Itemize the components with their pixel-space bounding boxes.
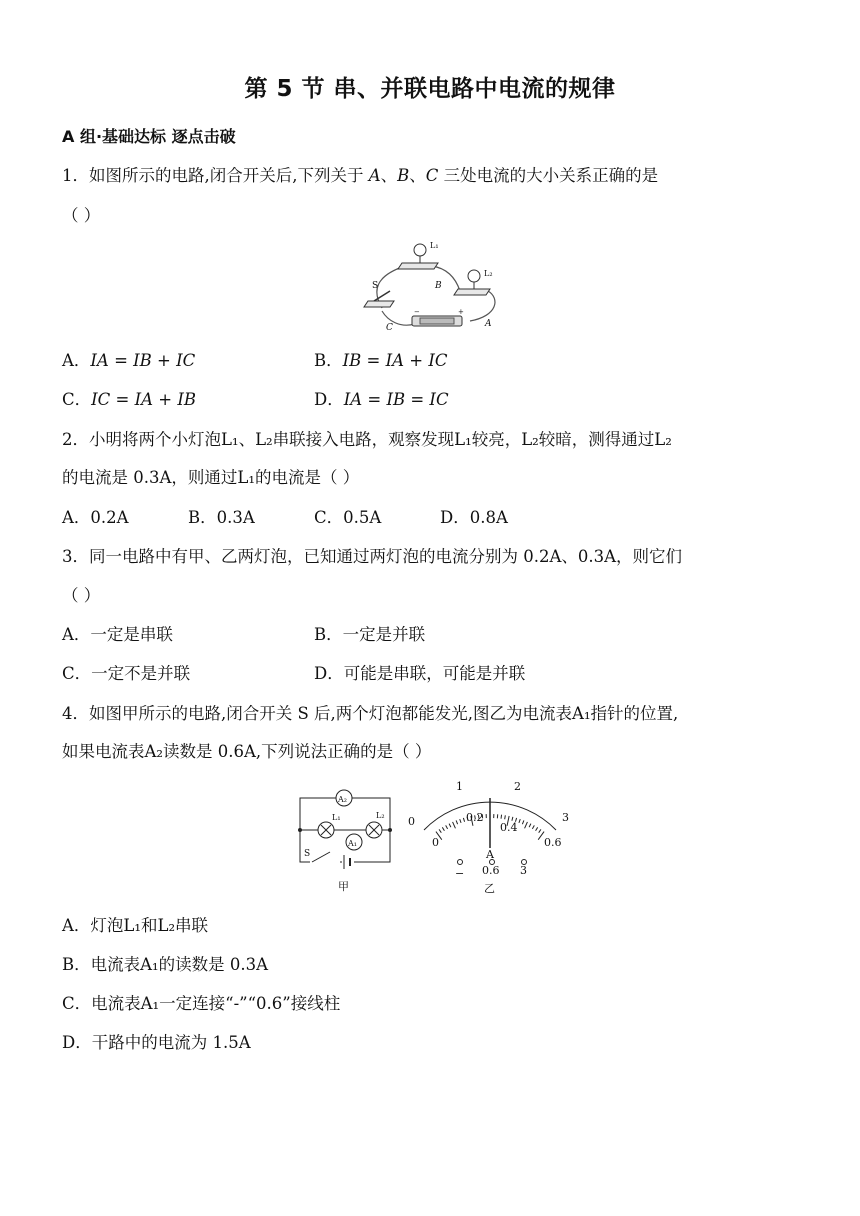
svg-text:−: − bbox=[414, 308, 420, 316]
q2-option-c: C．0.5A bbox=[314, 508, 382, 527]
scale-tick bbox=[442, 827, 444, 830]
scale-tick bbox=[456, 820, 457, 824]
q1-option-c: C．𝐼𝐶 = 𝐼𝐴 + 𝐼𝐵 bbox=[62, 390, 196, 409]
q1-option-d: D．𝐼𝐴 = 𝐼𝐵 = 𝐼𝐶 bbox=[314, 390, 449, 409]
q4-option-a: A．灯泡L₁和L₂串联 bbox=[62, 916, 209, 935]
scale-tick bbox=[449, 824, 451, 828]
q3-option-b: B．一定是并联 bbox=[314, 625, 426, 644]
q1-option-a: A．𝐼𝐴 = 𝐼𝐵 + 𝐼𝐶 bbox=[62, 351, 196, 370]
q2-option-a: A．0.2A bbox=[62, 508, 129, 527]
scale-top-1: 1 bbox=[456, 780, 463, 793]
scale-tick bbox=[536, 827, 538, 830]
scale-tick bbox=[505, 815, 506, 819]
scale-bottom-3: 0.6 bbox=[544, 836, 562, 849]
ammeter-unit: A bbox=[486, 848, 494, 861]
q3-line1: 3．同一电路中有甲、乙两灯泡，已知通过两灯泡的电流分别为 0.2A、0.3A，则它们 bbox=[62, 547, 683, 566]
scale-tick bbox=[529, 824, 531, 828]
q4-option-d: D．干路中的电流为 1.5A bbox=[62, 1033, 251, 1052]
q1-label-c: C bbox=[386, 323, 393, 333]
q4-label-jia: 甲 bbox=[338, 880, 349, 893]
q4-label-a1: A₁ bbox=[348, 839, 357, 848]
q1-label-a: A bbox=[485, 319, 492, 329]
q1-circuit-figure bbox=[360, 236, 510, 336]
q3-paren: （ ） bbox=[62, 586, 101, 605]
q1-stem: 1．如图所示的电路,闭合开关后,下列关于 𝐴、𝐵、𝐶 三处电流的大小关系正确的是 bbox=[62, 166, 659, 185]
q4-option-c: C．电流表A₁一定连接“-”“0.6”接线柱 bbox=[62, 994, 341, 1013]
q4-label-l2: L₂ bbox=[376, 811, 385, 820]
scale-tick bbox=[522, 820, 523, 824]
q1-option-b: B．𝐼𝐵 = 𝐼𝐴 + 𝐼𝐶 bbox=[314, 351, 448, 370]
scale-tick bbox=[446, 825, 448, 829]
group-header: A 组·基础达标 逐点击破 bbox=[62, 127, 236, 146]
q3-option-a: A．一定是串联 bbox=[62, 625, 173, 644]
scale-tick bbox=[519, 819, 520, 823]
q3-option-c: C．一定不是并联 bbox=[62, 664, 191, 683]
scale-bottom-2: 0.4 bbox=[500, 821, 518, 834]
q2-option-b: B．0.3A bbox=[188, 508, 255, 527]
q4-ammeter-figure-yi bbox=[404, 776, 580, 900]
scale-tick bbox=[525, 822, 528, 828]
scale-tick bbox=[463, 818, 464, 822]
q3-option-d: D．可能是串联，可能是并联 bbox=[314, 664, 526, 683]
terminal-3: 3 bbox=[520, 864, 527, 877]
scale-top-0: 0 bbox=[408, 815, 415, 828]
scale-tick bbox=[453, 822, 456, 828]
q2-line1: 2．小明将两个小灯泡L₁、L₂串联接入电路，观察发现L₁较亮，L₂较暗，测得通过L₂ bbox=[62, 430, 672, 449]
terminal-neg: − bbox=[455, 867, 465, 880]
q4-label-s: S bbox=[304, 849, 311, 859]
q1-label-l2: L₂ bbox=[484, 269, 493, 278]
q4-circuit-figure-jia bbox=[292, 788, 402, 900]
q4-option-b: B．电流表A₁的读数是 0.3A bbox=[62, 955, 269, 974]
q4-label-l1: L₁ bbox=[332, 813, 341, 822]
scale-top-2: 2 bbox=[514, 780, 521, 793]
q1-label-b: B bbox=[435, 281, 442, 291]
terminal-0-6: 0.6 bbox=[482, 864, 500, 877]
scale-tick bbox=[539, 829, 541, 832]
svg-text:+: + bbox=[458, 308, 464, 316]
scale-bottom-1: 0.2 bbox=[466, 811, 484, 824]
scale-top-3: 3 bbox=[562, 811, 569, 824]
page-title: 第 5 节 串、并联电路中电流的规律 bbox=[244, 76, 616, 102]
q4-label-yi: 乙 bbox=[484, 882, 495, 895]
q4-line2: 如果电流表A₂读数是 0.6A,下列说法正确的是（ ） bbox=[62, 742, 432, 761]
q1-label-l1: L₁ bbox=[430, 241, 439, 250]
scale-tick bbox=[501, 815, 502, 819]
q2-line2: 的电流是 0.3A，则通过L₁的电流是（ ） bbox=[62, 468, 360, 487]
scale-bottom-0: 0 bbox=[432, 836, 439, 849]
scale-tick bbox=[460, 819, 461, 823]
scale-tick bbox=[439, 829, 441, 832]
scale-tick bbox=[532, 825, 534, 829]
q4-label-a2: A₂ bbox=[338, 795, 347, 804]
q2-option-d: D．0.8A bbox=[440, 508, 508, 527]
q4-line1: 4．如图甲所示的电路,闭合开关 S 后,两个灯泡都能发光,图乙为电流表A₁指针的位置, bbox=[62, 704, 679, 723]
q1-paren: （ ） bbox=[62, 206, 101, 225]
q1-label-s: S bbox=[372, 281, 379, 291]
